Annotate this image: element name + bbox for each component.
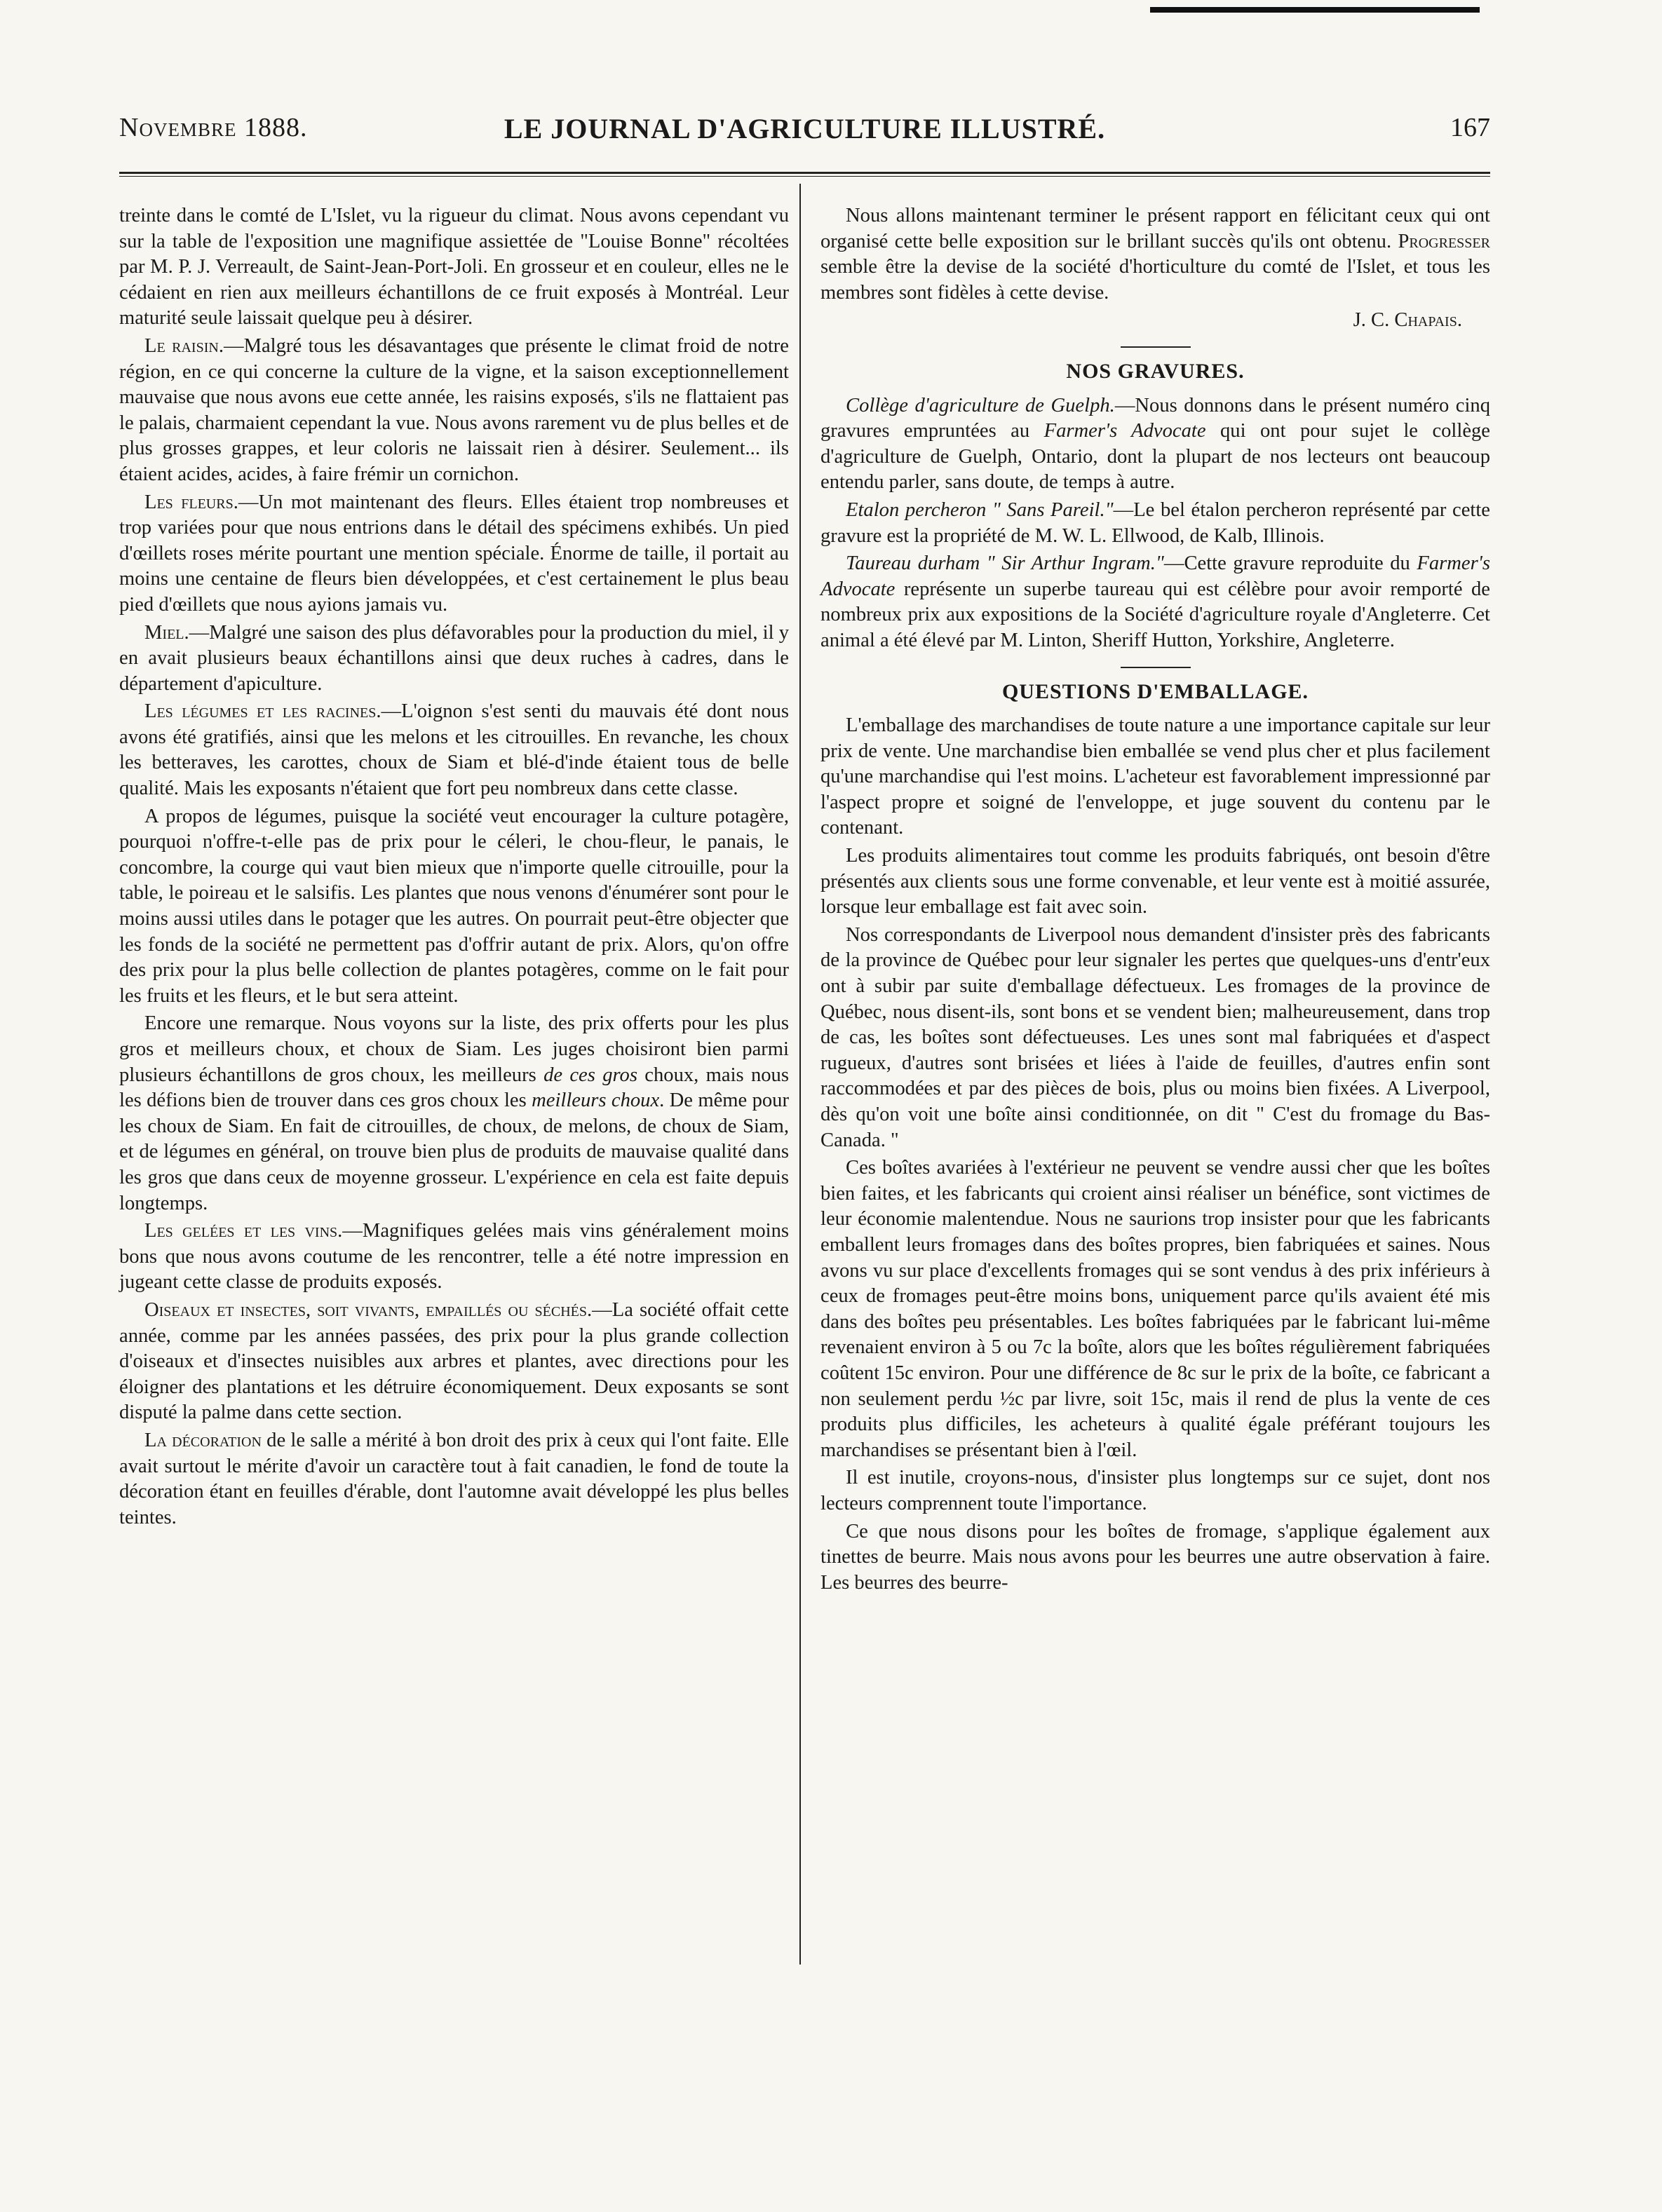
- lead-raisin: Le raisin.: [144, 334, 224, 357]
- text-encore-c: . De même pour les choux de Siam. En fait de citrouilles, de choux, de melons, de choux de Siam, et de légumes en général, on trouve bien plus de produits de mauvaise qualité dans les gros que dans ceux de moyenne grosseur. L'expérience en cela est faite depuis longtemps.: [119, 1090, 789, 1214]
- paragraph-louise-bonne: treinte dans le comté de L'Islet, vu la rigueur du climat. Nous avons cependant vu sur la table de l'exposition une magnifique assiettée de "Louise Bonne" récoltées par M. P. J. Verreault, de Saint-Jean-Port-Joli. En grosseur et en couleur, elles ne le cédaient en rien aux meilleurs échantillons de ce fruit exposés à Montréal. Leur maturité seule laissait quelque peu à désirer.: [119, 205, 789, 330]
- lead-miel: Miel.: [144, 621, 189, 644]
- text-miel: —Malgré une saison des plus défavorables pour la production du miel, il y en avait plusieurs beaux échantillons ainsi que deux ruches à cadres, dans le département d'apiculture.: [119, 621, 789, 695]
- text-conclusion-a: Nous allons maintenant terminer le présent rapport en félicitant ceux qui ont organisé cette belle exposition sur le brillant succès qu'ils ont obtenu.: [820, 205, 1490, 252]
- lead-oiseaux: Oiseaux et insectes, soit vivants, empaillés ou séchés.: [144, 1298, 593, 1321]
- text-taureau-b: représente un superbe taureau qui est célèbre pour avoir remporté de nombreux prix aux expositions de la Société d'agriculture royale d'Angleterre. Cet animal a été élevé par M. Linton, Sheriff Hutton, Yorkshire, Angleterre.: [820, 578, 1490, 651]
- lead-fleurs: Les fleurs.: [144, 491, 238, 513]
- paragraph-conclusion: [820, 203, 1490, 306]
- caption-etalon: Etalon percheron " Sans Pareil.": [846, 498, 1114, 521]
- text-conclusion-b: semble être la devise de la société d'horticulture du comté de l'Islet, et tous les membres sont fidèles à cette devise.: [820, 256, 1490, 304]
- text-oiseaux: —La société offait cette année, comme par les années passées, des prix pour la plus grande collection d'oiseaux et d'insectes nuisibles aux arbres et plantes, avec directions pour les éloigner des plantations et les détruire économiquement. Deux exposants se sont disputé la palme dans cette section.: [119, 1298, 790, 1424]
- text-etalon: —Le bel étalon percheron représenté par cette gravure est la propriété de M. W. L. Ellwood, de Kalb, Illinois.: [820, 498, 1490, 547]
- section-title-emballage: QUESTIONS D'EMBALLAGE.: [1001, 679, 1309, 703]
- text-gelees: —Magnifiques gelées mais vins généralement moins bons que nous avons coutume de les rencontrer, telle a été notre impression en jugeant cette classe de produits exposés.: [119, 1220, 789, 1294]
- publication-name: Farmer's Advocate: [1043, 420, 1206, 442]
- right-column: [820, 203, 1490, 1598]
- caption-guelph: Collège d'agriculture de Guelph.: [846, 394, 1115, 416]
- text-decoration: de le salle a mérité à bon droit des prix à ceux qui l'ont faite. Elle avait surtout le mérite d'avoir un caractère tout à fait canadien, le fond de toute la décoration étant en feuilles d'érable, dont l'automne avait développé les plus belles teintes.: [119, 1429, 789, 1528]
- text-encore-italic-1: de ces gros: [543, 1064, 637, 1086]
- text-encore-b: choux, mais nous les défions bien de trouver dans ces gros choux les: [119, 1064, 789, 1112]
- text-legumes: —L'oignon s'est senti du mauvais été dont nous avons été gratifiés, ainsi que les melons et les citrouilles. En revanche, les choux les betteraves, les carottes, choux de Siam et blé-d'inde étaient tous de belle qualité. Mais les exposants n'étaient que fort peu nombreux dans cette classe.: [119, 700, 789, 800]
- paragraph-gelees: [119, 1219, 789, 1296]
- text-raisin: —Malgré tous les désavantages que présente le climat froid de notre région, en ce qui concerne la culture de la vigne, et la saison exceptionnellement mauvaise que nous avons eue cette année, les raisins exposés, s'ils ne flattaient pas le palais, charmaient cependant la vue. Nous avons rarement vu de plus belles et de plus grosses grappes, et leur coloris ne laissait rien à désirer. Seulement... ils étaient acides, acides, à faire frémir un cornichon.: [119, 334, 789, 485]
- paragraph-guelph: [820, 393, 1490, 496]
- paragraph-emballage-2: Les produits alimentaires tout comme les produits fabriqués, ont besoin d'être présentés aux clients sous une forme convenable, et leur vente est à moitié assurée, lorsque leur emballage est fait avec soin.: [820, 845, 1490, 918]
- paragraph-etalon: [820, 498, 1490, 549]
- text-fleurs: —Un mot maintenant des fleurs. Elles étaient trop nombreuses et trop variées pour que nous entrions dans le détail des spécimens exhibés. Un pied d'œillets roses mérite pourtant une mention spéciale. Énorme de taille, il portait au moins une centaine de fleurs bien développées, et c'est certainement le plus beau pied d'œillets que nous ayions jamais vu.: [119, 491, 789, 616]
- section-title-gravures: NOS GRAVURES.: [1066, 359, 1245, 383]
- left-column: [119, 203, 789, 1533]
- section-rule: [1121, 346, 1191, 348]
- issue-date: Novembre 1888.: [119, 113, 308, 142]
- text-guelph-b: qui ont pour sujet le collège d'agriculture de Guelph, Ontario, dont la plupart de nos lecteurs ont beaucoup entendu parler, sans doute, de temps à autre.: [820, 420, 1490, 494]
- text-encore-a: Encore une remarque. Nous voyons sur la liste, des prix offerts pour les plus gros et meilleurs choux, et choux de Siam. Les juges choisiront bien parmi plusieurs échantillons de gros choux, les meilleurs: [119, 1012, 789, 1086]
- paragraph-taureau: [820, 551, 1490, 653]
- top-corner-rule: [1150, 7, 1480, 13]
- caption-taureau: Taureau durham " Sir Arthur Ingram.": [846, 552, 1164, 575]
- text-encore-italic-2: meilleurs choux: [532, 1090, 660, 1112]
- paragraph-emballage-4: Ces boîtes avariées à l'extérieur ne peuvent se vendre aussi cher que les boîtes bien faites, et les fabricants qui croient ainsi réaliser un bénéfice, sont victimes de leur économie malentendue. Nous ne saurions trop insister pour que les fabricants emballent leurs fromages dans des boîtes propres, bien fabriquées et saines. Nous avons vu sur place d'excellents fromages qui se sont vendus à des prix inférieurs à ceux de fromages peut-être moins bons, uniquement parce qu'ils avaient été mis dans des boîtes peu présentables. Les boîtes fabriquées par le fabricant lui-même revenaient environ à 5 ou 7c la boîte, alors que les boîtes régulièrement fabriquées coûtent 15c environ. Pour une différence de 8c sur le prix de la boîte, ce fabricant a non seulement perdu ½c par livre, soit 15c, mais il rend de plus la vente de ces produits plus difficiles, les acheteurs à qualité égale préférant toujours les marchandises se présentant bien à l'œil.: [820, 1157, 1490, 1461]
- paragraph-fleurs: [119, 490, 789, 618]
- publication-name: Farmer's Advocate: [820, 552, 1490, 600]
- text-taureau-a: —Cette gravure reproduite du: [1163, 552, 1417, 575]
- text-guelph-a: —Nous donnons dans le présent numéro cinq gravures empruntées au: [820, 394, 1490, 442]
- lead-legumes: Les légumes et les racines.: [144, 700, 381, 723]
- journal-title: LE JOURNAL D'AGRICULTURE ILLUSTRÉ.: [504, 113, 1106, 144]
- paragraph-emballage-5: Il est inutile, croyons-nous, d'insister plus longtemps sur ce sujet, dont nos lecteurs comprennent toute l'importance.: [820, 1467, 1490, 1514]
- paragraph-emballage-6: Ce que nous disons pour les boîtes de fromage, s'applique également aux tinettes de beurre. Mais nous avons pour les beurres une autre observation à faire. Les beurres des beurre-: [820, 1520, 1490, 1594]
- header-rule: [119, 172, 1490, 174]
- motto-progresser: Progresser: [1398, 230, 1490, 252]
- paragraph-miel: [119, 620, 789, 698]
- paragraph-decoration: [119, 1428, 789, 1531]
- paragraph-emballage-1: L'emballage des marchandises de toute nature a une importance capitale sur leur prix de vente. Une marchandise bien emballée se vend plus cher et plus facilement qu'une marchandise qui l'est moins. L'acheteur est favorablement impressionné par l'aspect propre et soigné de l'enveloppe, et juge souvent du contenu par le contenant.: [820, 714, 1490, 839]
- lead-decoration: La décoration: [144, 1429, 262, 1451]
- page-number: 167: [1450, 113, 1490, 142]
- paragraph-legumes: [119, 699, 789, 801]
- signature: J. C. Chapais.: [1353, 309, 1462, 332]
- paragraph-raisin: [119, 334, 789, 488]
- lead-gelees: Les gelées et les vins.: [144, 1220, 343, 1242]
- header-rule-thin: [119, 176, 1490, 177]
- paragraph-emballage-3: Nos correspondants de Liverpool nous demandent d'insister près des fabricants de la province de Québec pour leur signaler les pertes que quelques-uns d'entr'eux ont à subir par suite d'emballage défectueux. Les fromages de la province de Québec, nous disent-ils, sont bons et se vendent bien; malheureusement, dans trop de cas, les boîtes sont défectueuses. Les unes sont mal fabriquées et d'aspect rugueux, d'autres sont brisées et liées à l'aide de feuilles, d'autres enfin sont raccommodées et par des pièces de bois, plus ou moins bien fixées. A Liverpool, dès qu'on voit une boîte ainsi conditionnée, on dit " C'est du fromage du Bas-Canada. ": [820, 923, 1490, 1151]
- paragraph-a-propos: A propos de légumes, puisque la société veut encourager la culture potagère, pourquoi n'offre-t-elle pas de prix pour le céleri, le chou-fleur, le panais, le concombre, la courge qui vaut bien mieux que n'importe quelle citrouille, pour la table, le poireau et le salsifis. Les plantes que nous venons d'énumérer sont pour le moins aussi utiles dans le potager que les autres. On pourrait peut-être objecter que les fonds de la société ne permettent pas d'offrir autant de prix. Alors, qu'on offre des prix pour la plus belle collection de plantes potagères, comme on le fait pour les fruits et les fleurs, et le but sera atteint.: [119, 805, 789, 1007]
- column-divider: [799, 184, 801, 1965]
- paragraph-encore: [119, 1011, 789, 1216]
- paragraph-oiseaux: [119, 1298, 789, 1426]
- page-header: [119, 112, 1490, 154]
- section-rule: [1121, 667, 1191, 668]
